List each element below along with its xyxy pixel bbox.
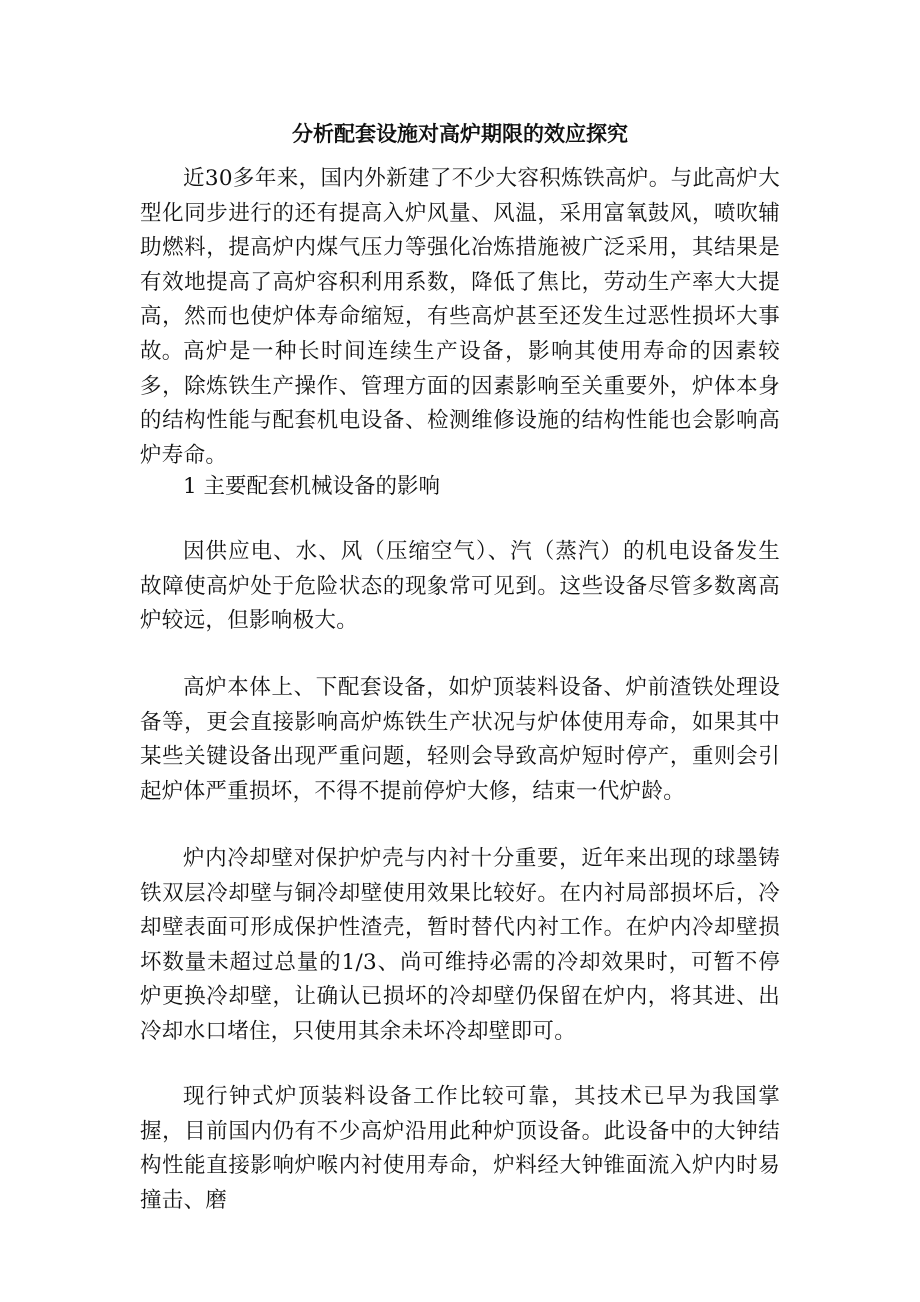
- paragraph-utility-equipment: 因供应电、水、风（压缩空气）、汽（蒸汽）的机电设备发生故障使高炉处于危险状态的现象常可见到。这些设备尽管多数离高炉较远，但影响极大。: [140, 539, 780, 634]
- paragraph-furnace-equipment: 高炉本体上、下配套设备，如炉顶装料设备、炉前渣铁处理设备等，更会直接影响高炉炼铁生产状况与炉体使用寿命，如果其中某些关键设备出现严重问题，轻则会导致高炉短时停产，重则会引起炉体严重损坏，不得不提前停炉大修，结束一代炉龄。: [140, 675, 780, 804]
- document-title: 分析配套设施对高炉期限的效应探究: [292, 121, 628, 146]
- paragraph-intro: 近30多年来，国内外新建了不少大容积炼铁高炉。与此高炉大型化同步进行的还有提高入炉风量、风温，采用富氧鼓风，喷吹辅助燃料，提高炉内煤气压力等强化冶炼措施被广泛采用，其结果是有效地提高了高炉容积利用系数，降低了焦比，劳动生产率大大提高，然而也使炉体寿命缩短，有些高炉甚至还发生过恶性损坏大事故。: [140, 166, 780, 364]
- paragraph-lifespan-factors: 高炉是一种长时间连续生产设备，影响其使用寿命的因素较多，除炼铁生产操作、管理方面的因素影响至关重要外，炉体本身的结构性能与配套机电设备、检测维修设施的结构性能也会影响高炉寿命。: [140, 339, 780, 468]
- paragraph-cooling-staves: 炉内冷却壁对保护炉壳与内衬十分重要，近年来出现的球墨铸铁双层冷却壁与铜冷却壁使用效果比较好。在内衬局部损坏后，冷却壁表面可形成保护性渣壳，暂时替代内衬工作。在炉内冷却壁损坏数量未超过总量的1/3、尚可维持必需的冷却效果时，可暂不停炉更换冷却壁，让确认已损坏的冷却壁仍保留在炉内，将其进、出冷却水口堵住，只使用其余未坏冷却壁即可。: [140, 846, 780, 1044]
- paragraph-bell-top: 现行钟式炉顶装料设备工作比较可靠，其技术已早为我国掌握，目前国内仍有不少高炉沿用此种炉顶设备。此设备中的大钟结构性能直接影响炉喉内衬使用寿命，炉料经大钟锥面流入炉内时易撞击、磨: [140, 1084, 780, 1213]
- section-heading: 1 主要配套机械设备的影响: [183, 474, 441, 499]
